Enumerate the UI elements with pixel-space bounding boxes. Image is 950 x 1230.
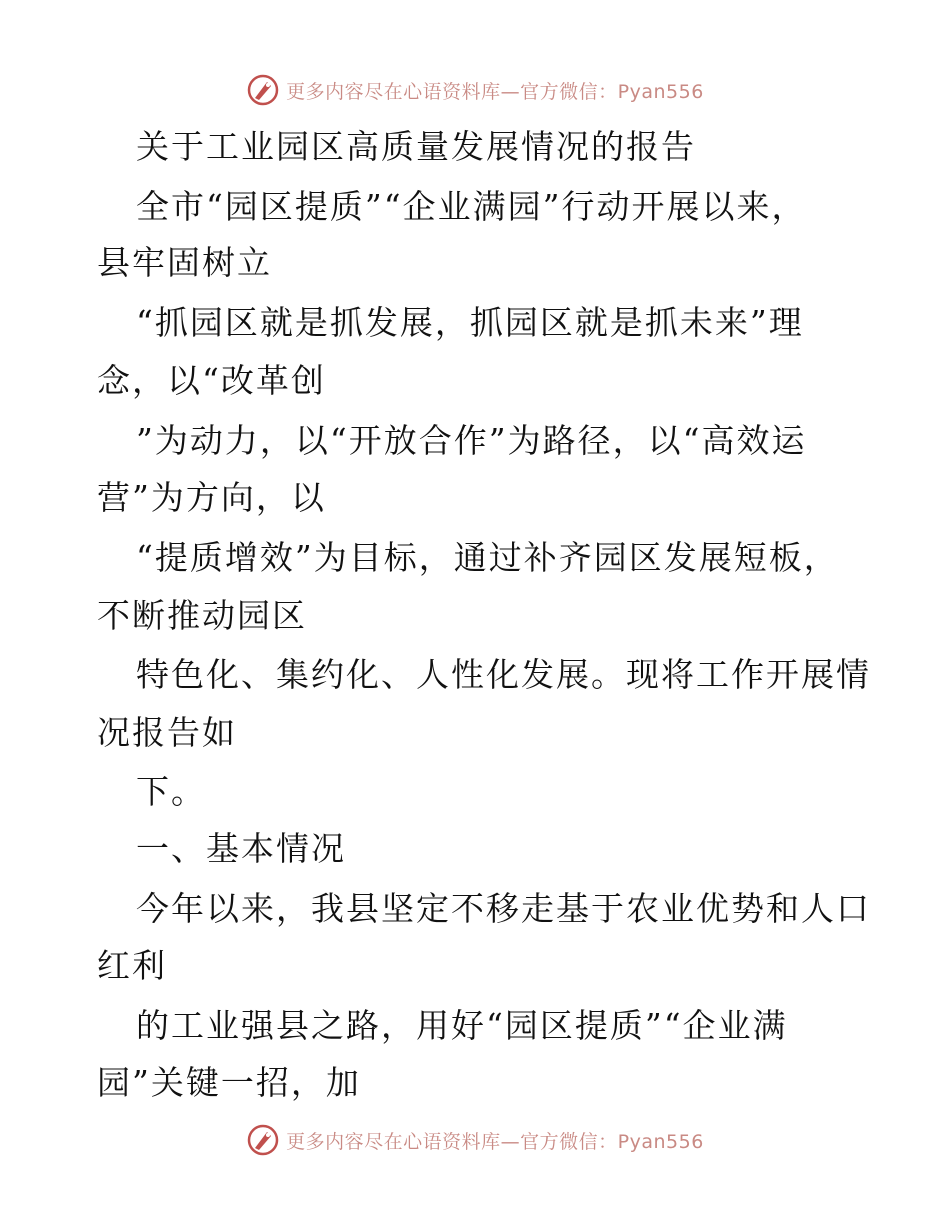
paragraph-line: 全市“园区提质”“企业满园”行动开展以来，	[136, 187, 807, 226]
watermark-text: 更多内容尽在心语资料库—官方微信：Pyan556	[286, 1130, 704, 1153]
paragraph-line: 营”为方向，以	[97, 478, 326, 517]
paragraph-line: 不断推动园区	[97, 596, 307, 635]
document-title: 关于工业园区高质量发展情况的报告	[136, 127, 696, 166]
paragraph-line: 念，以“改革创	[97, 361, 326, 400]
paragraph-line: 今年以来，我县坚定不移走基于农业优势和人口	[136, 889, 871, 928]
watermark-footer	[0, 1120, 950, 1160]
watermark-text: 更多内容尽在心语资料库—官方微信：Pyan556	[286, 80, 704, 103]
paragraph-line: 下。	[136, 772, 206, 811]
watermark-header	[0, 70, 950, 110]
paragraph-line: ”为动力，以“开放合作”为路径，以“高效运	[136, 421, 807, 460]
paragraph-line: 红利	[97, 946, 167, 985]
paragraph-line: 特色化、集约化、人性化发展。现将工作开展情	[136, 655, 871, 694]
section-heading: 一、基本情况	[136, 829, 346, 868]
pen-nib-logo-icon	[246, 73, 280, 107]
paragraph-line: 的工业强县之路，用好“园区提质”“企业满	[136, 1006, 788, 1045]
paragraph-line: 园”关键一招，加	[97, 1063, 361, 1102]
pen-nib-logo-icon	[246, 1123, 280, 1157]
paragraph-line: 县牢固树立	[97, 243, 272, 282]
paragraph-line: “提质增效”为目标，通过补齐园区发展短板，	[136, 538, 839, 577]
paragraph-line: “抓园区就是抓发展，抓园区就是抓未来”理	[136, 303, 804, 342]
paragraph-line: 况报告如	[97, 713, 237, 752]
